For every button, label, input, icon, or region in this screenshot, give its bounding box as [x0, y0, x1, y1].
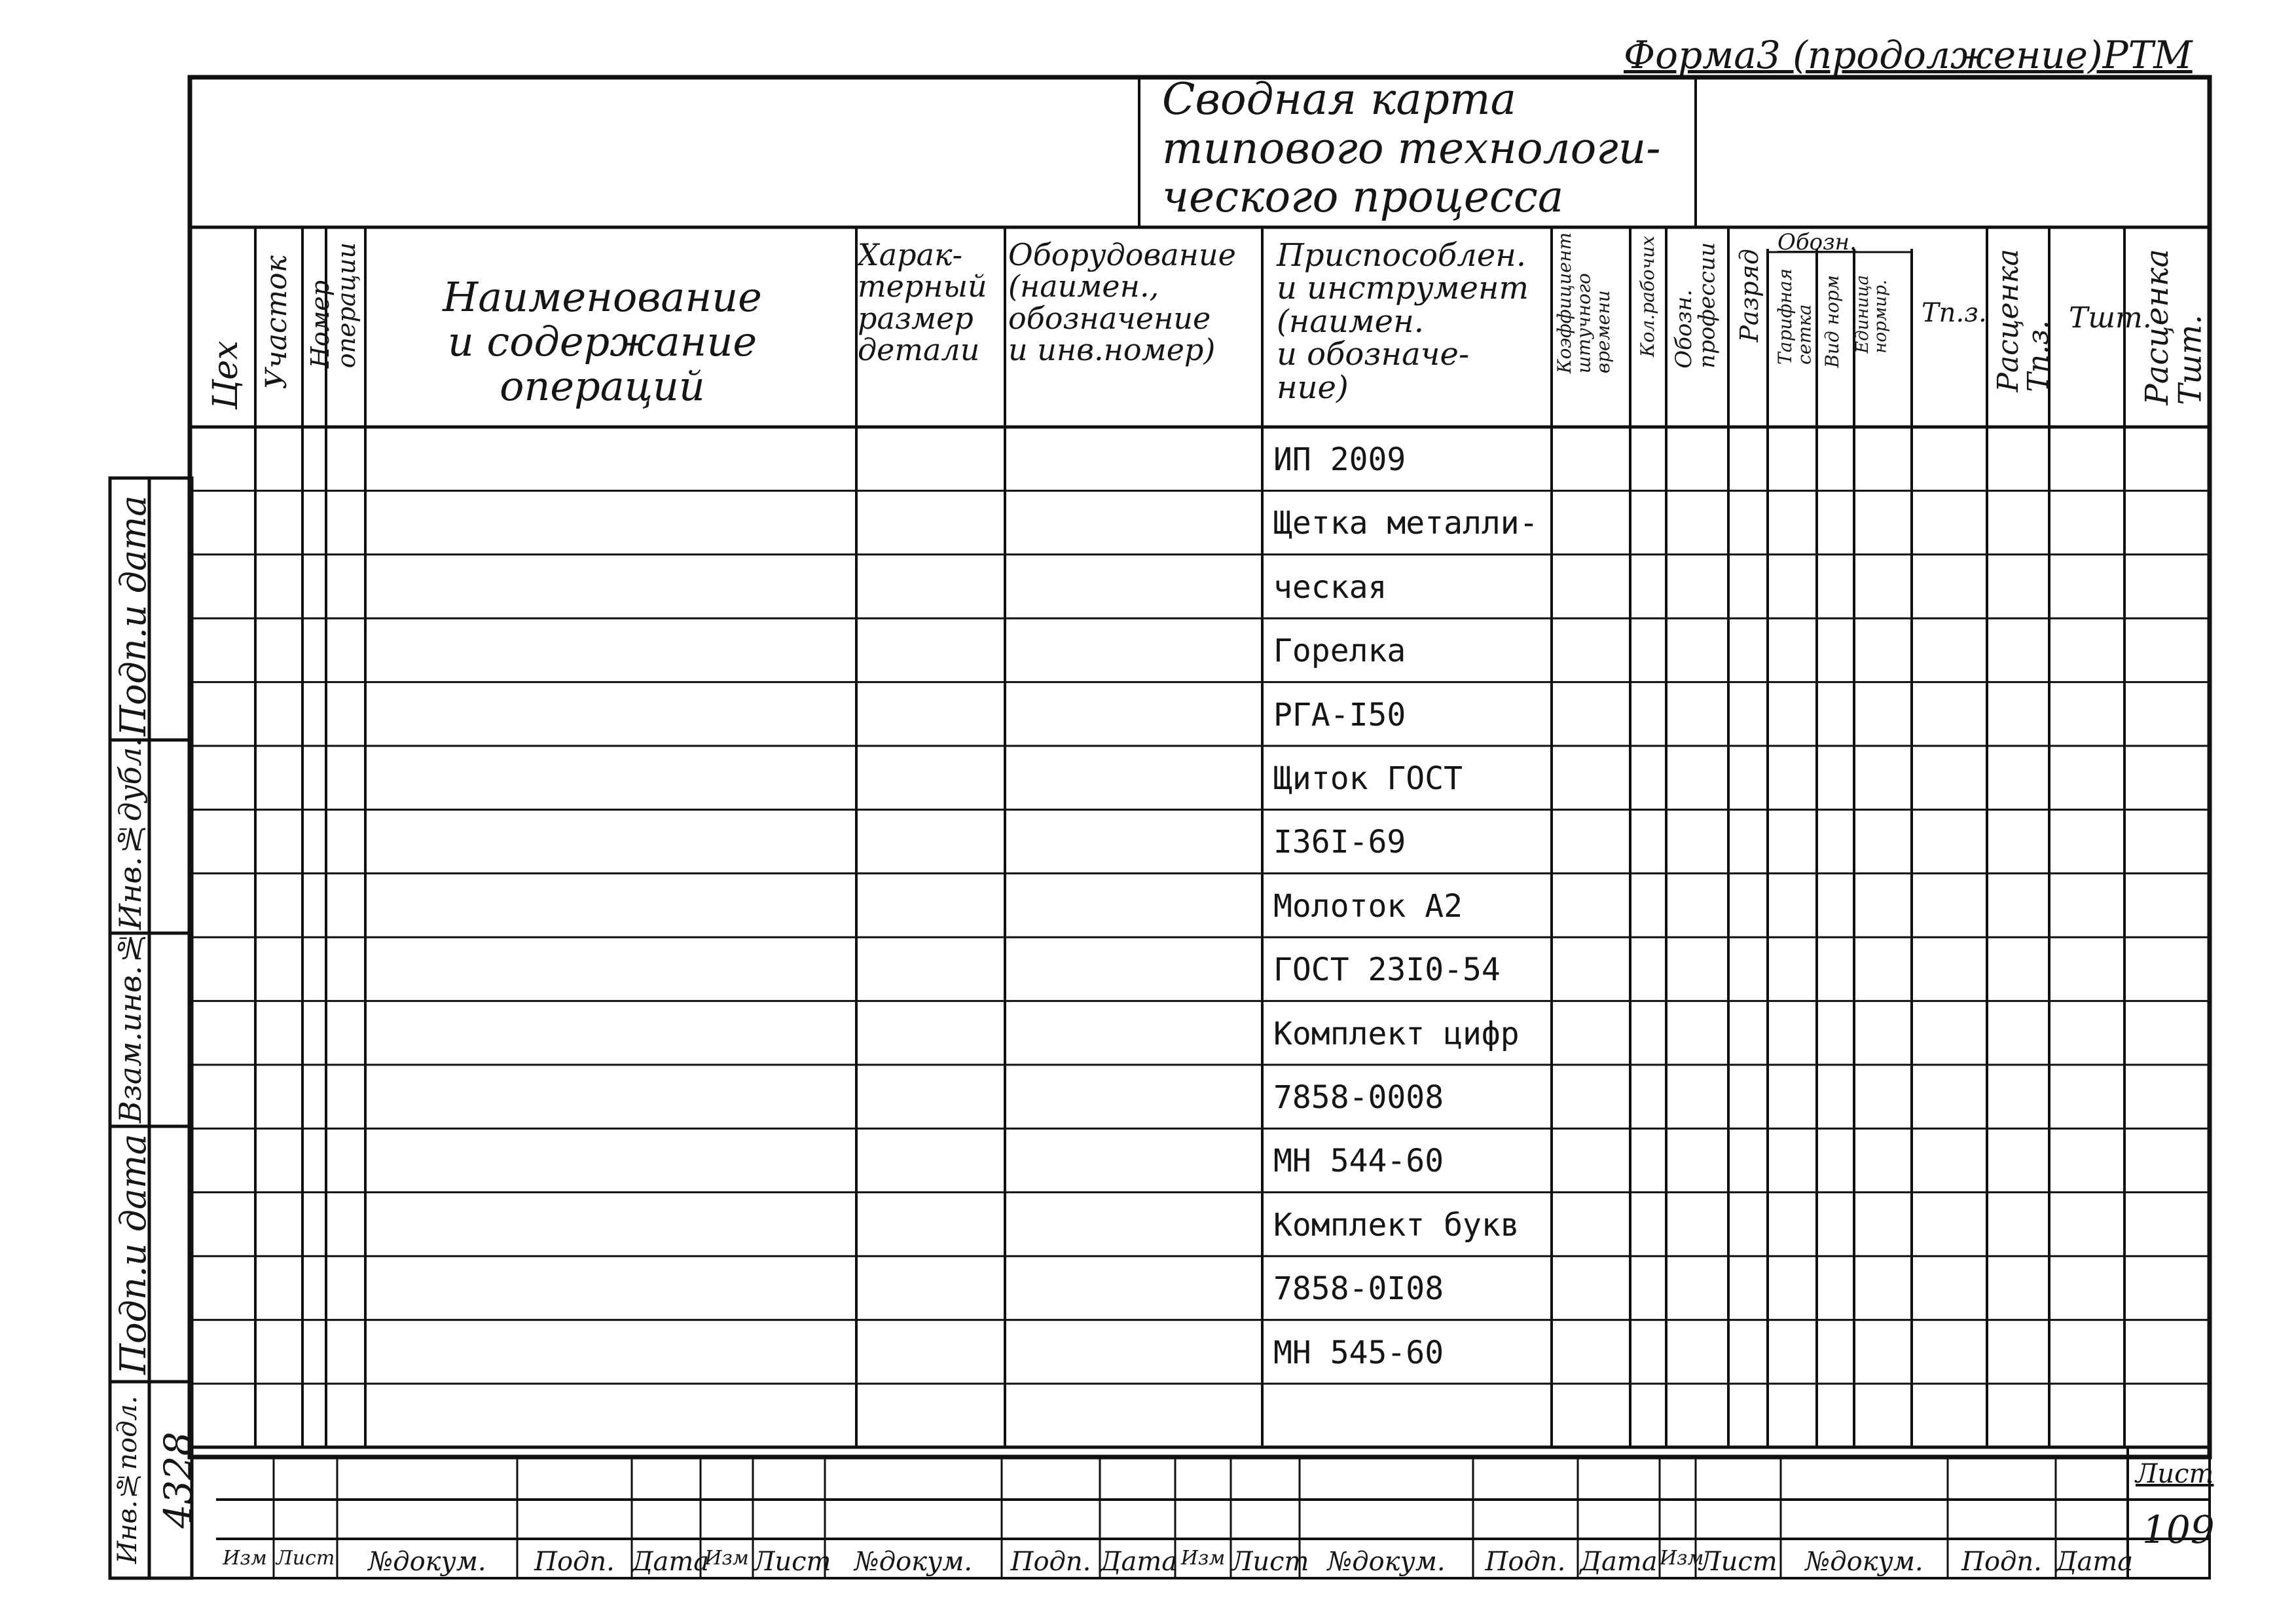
- footer-label: №докум.: [854, 1547, 973, 1577]
- fixture-cell: РГА-I50: [1273, 696, 1406, 733]
- footer-label: №докум.: [368, 1547, 486, 1577]
- fixture-cell: Комплект букв: [1273, 1206, 1520, 1244]
- fixture-cell: I36I-69: [1273, 824, 1406, 861]
- col-coef: Коэффициент штучного времени: [1554, 232, 1614, 374]
- side-podp-data-2: Подп.и дата: [113, 1134, 154, 1375]
- footer-label: Дата: [2056, 1547, 2134, 1577]
- side-inv-dubl: Инв.№дубл.: [113, 737, 148, 930]
- page-title: Сводная карта типового технологи- ческого процесса: [1162, 74, 1661, 223]
- fixture-cell: ИП 2009: [1273, 441, 1406, 478]
- sheet-label: Лист: [2136, 1459, 2214, 1489]
- side-vzam-inv: Взам.инв.№: [113, 930, 148, 1123]
- col-fixtures: Приспособлен. и инструмент (наимен. и обозначе- ние): [1277, 237, 1529, 406]
- footer-label: Дата: [1100, 1547, 1178, 1577]
- fixture-cell: ческая: [1273, 568, 1387, 606]
- footer-label: №докум.: [1327, 1547, 1446, 1577]
- fixture-cell: 7858-0008: [1273, 1079, 1444, 1116]
- col-section: Участок: [260, 255, 293, 390]
- footer-label: Лист: [1699, 1547, 1777, 1577]
- form-note: Форма3 (продолжение)РТМ: [1624, 33, 2193, 77]
- side-inv-number: 4328: [156, 1431, 200, 1528]
- footer-label: Изм: [223, 1547, 267, 1570]
- col-tariff: Тарифная сетка: [1774, 268, 1815, 365]
- footer-label: Дата: [1580, 1547, 1658, 1577]
- fixture-cell: Комплект цифр: [1273, 1015, 1520, 1052]
- footer-label: Лист: [276, 1547, 335, 1570]
- footer-label: Изм: [704, 1547, 749, 1570]
- fixture-cell: Горелка: [1273, 633, 1406, 670]
- col-grade: Разряд: [1735, 249, 1764, 342]
- col-prof: Обозн. профессии: [1671, 242, 1721, 369]
- footer-label: Дата: [632, 1547, 710, 1577]
- col-workshop: Цех: [206, 341, 246, 410]
- col-equipment: Оборудование (наимен., обозначение и инв.номер): [1008, 237, 1236, 367]
- side-inv-podl: Инв.№подл.: [113, 1395, 143, 1564]
- col-tsht: Тшт.: [2069, 301, 2152, 335]
- sheet-number: 109: [2142, 1507, 2215, 1552]
- col-norm-unit: Единица нормир.: [1853, 275, 1891, 354]
- fixture-cell: Щиток ГОСТ: [1273, 760, 1463, 797]
- fixture-cell: ГОСТ 23I0-54: [1273, 951, 1501, 989]
- col-rate-tsht: Расценка Тшт.: [2139, 249, 2209, 405]
- side-podp-data-1: Подп.и дата: [113, 495, 154, 736]
- col-op-number: Номер операции: [306, 242, 361, 369]
- footer-label: Лист: [1231, 1547, 1309, 1577]
- footer-label: Подп.: [1010, 1547, 1091, 1577]
- footer-label: №докум.: [1805, 1547, 1923, 1577]
- fixture-cell: 7858-0I08: [1273, 1270, 1444, 1308]
- footer-label: Подп.: [1485, 1547, 1566, 1577]
- col-char-size: Харак- терный размер детали: [858, 237, 987, 367]
- footer-label: Изм: [1180, 1547, 1226, 1570]
- col-tpz: Тп.з.: [1922, 298, 1987, 328]
- col-obozn: Обозн.: [1777, 229, 1857, 255]
- fixture-cell: МН 545-60: [1273, 1334, 1444, 1371]
- fixture-cell: Молоток А2: [1273, 887, 1463, 925]
- col-norm-kind: Вид норм: [1821, 275, 1843, 368]
- footer-label: Лист: [753, 1547, 831, 1577]
- fixture-cell: Щетка металли-: [1273, 505, 1539, 542]
- fixture-cell: МН 544-60: [1273, 1143, 1444, 1180]
- footer-label: Изм: [1660, 1547, 1704, 1570]
- col-op-name: Наименование и содержание операций: [443, 273, 762, 411]
- col-workers: Кол.рабочих: [1637, 236, 1658, 358]
- col-rate-tpz: Расценка Тп.з.: [1992, 249, 2056, 392]
- footer-label: Подп.: [1961, 1547, 2042, 1577]
- footer-label: Подп.: [534, 1547, 615, 1577]
